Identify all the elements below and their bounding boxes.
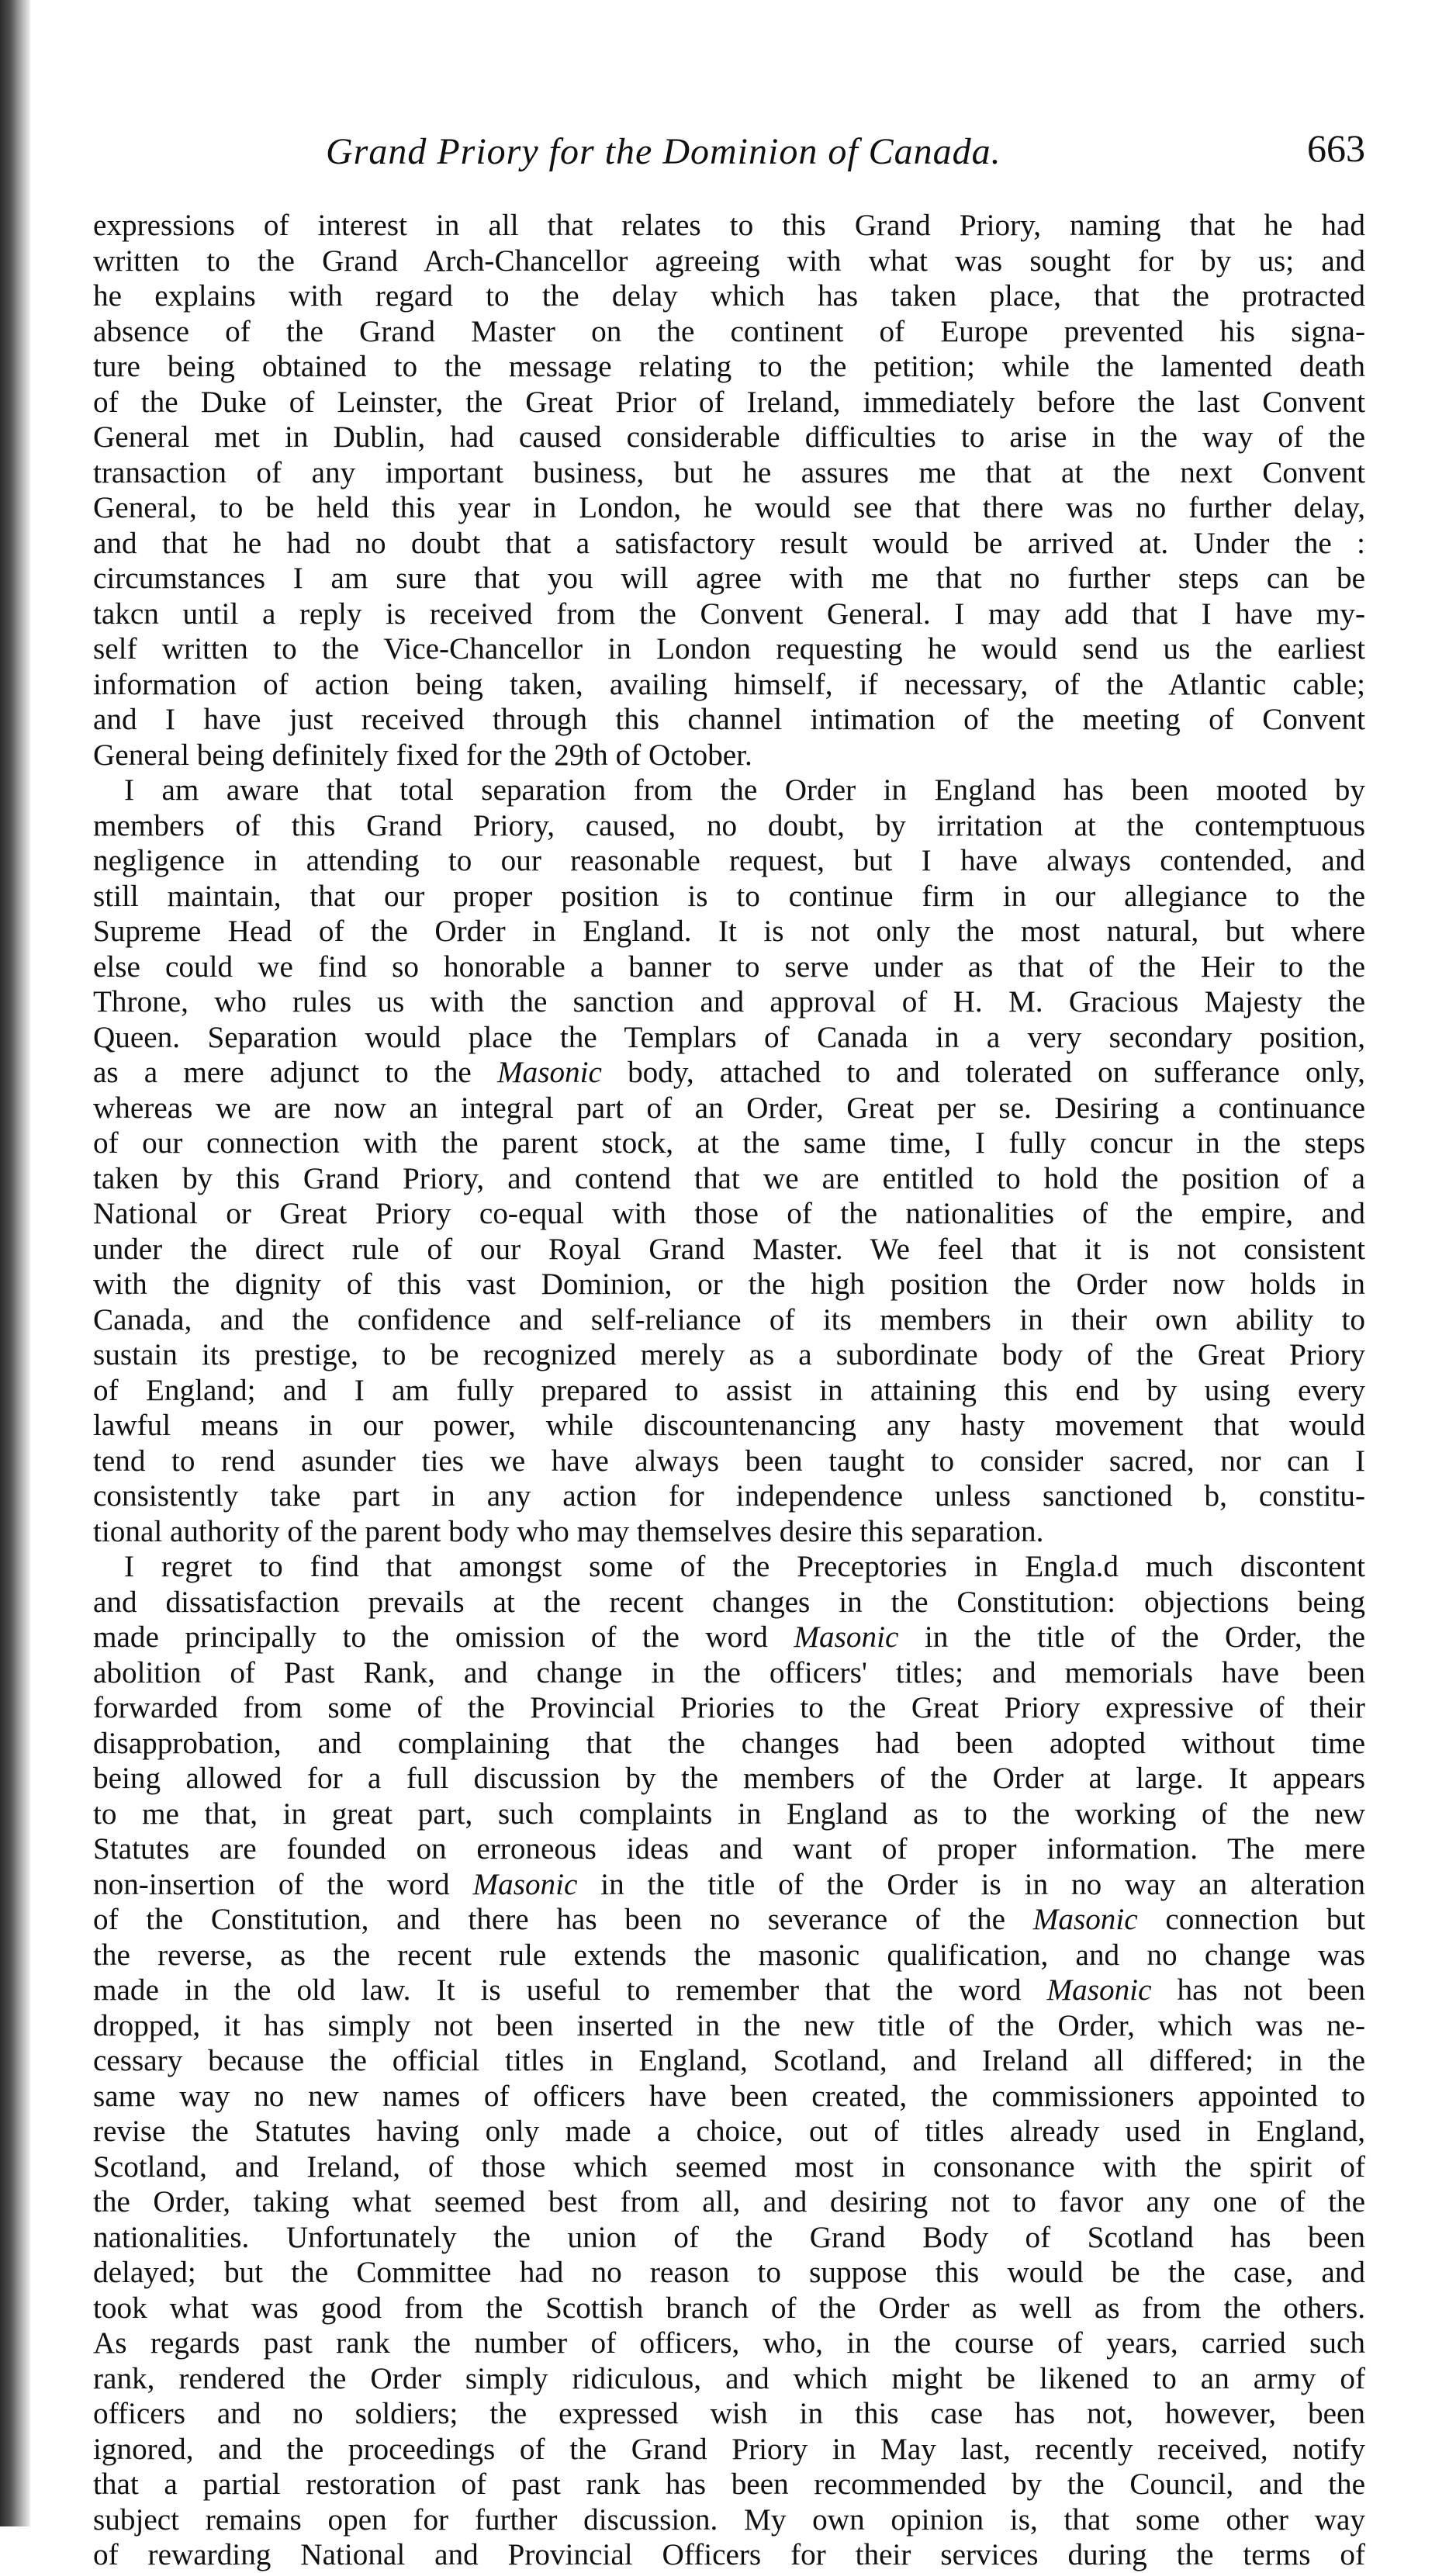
paragraph — [93, 208, 1365, 773]
text-line: with the dignity of this vast Dominion, or the high position the Order now holds in — [93, 1267, 1365, 1301]
text-line: same way no new names of officers have been created, the commissioners appointed to — [93, 2079, 1365, 2113]
text-line: forwarded from some of the Provincial Priories to the Great Priory expressive of their — [93, 1691, 1365, 1724]
paragraph — [93, 1549, 1365, 2573]
text-line: transaction of any important business, but he assures me that at the next Convent — [93, 455, 1365, 489]
text-line: delayed; but the Committee had no reason to suppose this would be the case, and — [93, 2256, 1365, 2289]
text-line: the Order, taking what seemed best from all, and desiring not to favor any one of the — [93, 2185, 1365, 2219]
text-line: information of action being taken, availing himself, if necessary, of the Atlantic cable; — [93, 667, 1365, 701]
text-line: absence of the Grand Master on the continent of Europe prevented his signa- — [93, 314, 1365, 348]
text-line: he explains with regard to the delay which has taken place, that the protracted — [93, 279, 1365, 313]
text-line: the reverse, as the recent rule extends the masonic qualification, and no change was — [93, 1938, 1365, 1972]
text-line: to me that, in great part, such complaints in England as to the working of the new — [93, 1797, 1365, 1831]
text-line: officers and no soldiers; the expressed wish in this case has not, however, been — [93, 2397, 1365, 2430]
text-line: expressions of interest in all that relates to this Grand Priory, naming that he had — [93, 209, 1365, 242]
text-line: abolition of Past Rank, and change in the officers' titles; and memorials have been — [93, 1655, 1365, 1689]
text-line: takcn until a reply is received from the Convent General. I may add that I have my- — [93, 597, 1365, 631]
text-line: whereas we are now an integral part of an Order, Great per se. Desiring a continuance — [93, 1091, 1365, 1125]
text-line: and I have just received through this channel intimation of the meeting of Convent — [93, 703, 1365, 736]
text-line: Canada, and the confidence and self-reliance of its members in their own ability to — [93, 1302, 1365, 1337]
text-line: and that he had no doubt that a satisfactory result would be arrived at. Under the : — [93, 526, 1365, 560]
text-line: tend to rend asunder ties we have always been taught to consider sacred, nor can I — [93, 1444, 1365, 1478]
text-line: Scotland, and Ireland, of those which seemed most in consonance with the spirit of — [93, 2149, 1365, 2184]
text-line: sustain its prestige, to be recognized merely as a subordinate body of the Great Priory — [93, 1338, 1365, 1371]
text-line: still maintain, that our proper position is to continue firm in our allegiance to the — [93, 879, 1365, 913]
text-line: tional authority of the parent body who may themselves desire this separation. — [93, 1514, 1044, 1548]
text-line: General met in Dublin, had caused considerable difficulties to arise in the way of the — [93, 420, 1365, 454]
text-line: made principally to the omission of the word Masonic in the title of the Order, the — [93, 1620, 1365, 1654]
text-line: ignored, and the proceedings of the Grand Priory in May last, recently received, notify — [93, 2432, 1365, 2466]
text-line: as a mere adjunct to the Masonic body, attached to and tolerated on sufferance only, — [93, 1056, 1365, 1089]
text-line: I am aware that total separation from the Order in England has been mooted by — [124, 773, 1365, 807]
text-line: lawful means in our power, while discountenancing any hasty movement that would — [93, 1409, 1365, 1442]
text-line: non-insertion of the word Masonic in the title of the Order is in no way an alteration — [93, 1867, 1365, 1901]
text-line: else could we find so honorable a banner to serve under as that of the Heir to the — [93, 949, 1365, 984]
text-line: National or Great Priory co-equal with those of the nationalities of the empire, and — [93, 1197, 1365, 1230]
text-line: consistently take part in any action for independence unless sanctioned b, constitu- — [93, 1479, 1365, 1513]
text-line: ture being obtained to the message relating to the petition; while the lamented death — [93, 350, 1365, 383]
text-line: revise the Statutes having only made a choice, out of titles already used in England, — [93, 2115, 1365, 2148]
text-line: members of this Grand Priory, caused, no doubt, by irritation at the contemptuous — [93, 808, 1365, 842]
text-line: General being definitely fixed for the 29th of October. — [93, 738, 752, 772]
text-line: As regards past rank the number of officers, who, in the course of years, carried such — [93, 2326, 1365, 2360]
text-line: I regret to find that amongst some of the Preceptories in Engla.d much discontent — [124, 1550, 1365, 1583]
text-line: Queen. Separation would place the Templars of Canada in a very secondary position, — [93, 1020, 1365, 1054]
text-line: Throne, who rules us with the sanction and approval of H. M. Gracious Majesty the — [93, 985, 1365, 1018]
body-text — [93, 208, 1365, 2571]
text-line: under the direct rule of our Royal Grand Master. We feel that it is not consistent — [93, 1232, 1365, 1266]
page-number: 663 — [1307, 126, 1365, 170]
text-line: Supreme Head of the Order in England. It is not only the most natural, but where — [93, 915, 1365, 948]
text-line: Statutes are founded on erroneous ideas and want of proper information. The mere — [93, 1832, 1365, 1866]
text-line: self written to the Vice-Chancellor in London requesting he would send us the earliest — [93, 632, 1365, 666]
text-line: and dissatisfaction prevails at the recent changes in the Constitution: objections being — [93, 1585, 1365, 1619]
book-spine-edge — [0, 0, 31, 2526]
text-line: that a partial restoration of past rank has been recommended by the Council, and the — [93, 2468, 1365, 2501]
text-line: rank, rendered the Order simply ridiculous, and which might be likened to an army of — [93, 2361, 1365, 2395]
text-line: subject remains open for further discussion. My own opinion is, that some other way — [93, 2502, 1365, 2537]
text-line: of rewarding National and Provincial Officers for their services during the terms of — [93, 2538, 1365, 2571]
running-title: Grand Priory for the Dominion of Canada. — [326, 131, 1001, 172]
text-line: being allowed for a full discussion by the members of the Order at large. It appears — [93, 1762, 1365, 1795]
text-line: took what was good from the Scottish branch of the Order as well as from the others. — [93, 2291, 1365, 2325]
text-line: General, to be held this year in London, he would see that there was no further delay, — [93, 491, 1365, 524]
text-line: negligence in attending to our reasonable request, but I have always contended, and — [93, 844, 1365, 877]
text-line: of the Duke of Leinster, the Great Prior of Ireland, immediately before the last Convent — [93, 385, 1365, 419]
paragraph — [93, 773, 1365, 1549]
text-line: of England; and I am fully prepared to assist in attaining this end by using every — [93, 1373, 1365, 1407]
text-line: disapprobation, and complaining that the changes had been adopted without time — [93, 1726, 1365, 1760]
text-line: nationalities. Unfortunately the union of the Grand Body of Scotland has been — [93, 2220, 1365, 2254]
text-line: of our connection with the parent stock, at the same time, I fully concur in the steps — [93, 1126, 1365, 1160]
text-line: cessary because the official titles in England, Scotland, and Ireland all differed; in the — [93, 2044, 1365, 2077]
text-line: taken by this Grand Priory, and contend that we are entitled to hold the position of a — [93, 1161, 1365, 1195]
text-line: of the Constitution, and there has been no severance of the Masonic connection but — [93, 1903, 1365, 1936]
text-line: circumstances I am sure that you will agree with me that no further steps can be — [93, 562, 1365, 595]
text-line: written to the Grand Arch-Chancellor agreeing with what was sought for by us; and — [93, 244, 1365, 278]
text-line: dropped, it has simply not been inserted in the new title of the Order, which was ne- — [93, 2008, 1365, 2042]
page-header — [93, 126, 1365, 192]
text-line: made in the old law. It is useful to remember that the word Masonic has not been — [93, 1973, 1365, 2007]
